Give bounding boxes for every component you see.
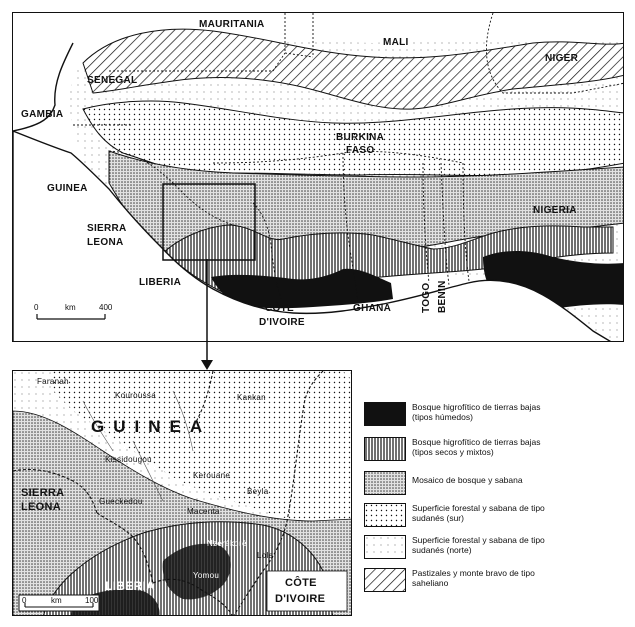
inset-label-divoire: D'IVOIRE (275, 593, 326, 605)
town-kouroussa: Kouroussa (115, 391, 156, 400)
town-nzerekore: Nzérékoré (207, 539, 247, 548)
inset-scale-end: 100 (85, 596, 99, 605)
label-gambia: GAMBIA (21, 109, 64, 120)
legend-label: Superficie forestal y sabana de tipo (412, 535, 545, 545)
legend-item (364, 535, 632, 559)
label-ghana: GHANA (353, 303, 392, 314)
label-benin: BENIN (437, 280, 448, 313)
inset-label-leona: LEONA (21, 501, 61, 513)
legend-label: (tipos secos y mixtos) (412, 447, 494, 457)
legend-label: Bosque higrofítico de tierras bajas (412, 437, 541, 447)
label-liberia: LIBERIA (139, 277, 182, 288)
legend-swatch-fine (364, 535, 406, 559)
inset-label-liberia: LIBERIA (105, 579, 156, 593)
label-cote: CÔTE (265, 303, 294, 314)
legend-item (364, 402, 632, 426)
label-nigeria: NIGERIA (533, 205, 577, 216)
legend-label: sudanés (sur) (412, 513, 464, 523)
label-leona: LEONA (87, 237, 124, 248)
inset-label-cote: CÔTE (285, 577, 317, 589)
town-lola: Lola (257, 551, 274, 560)
main-map (12, 12, 624, 342)
label-sierra: SIERRA (87, 223, 127, 234)
inset-label-guinea: GUINEA (91, 417, 212, 436)
main-scale-start: 0 (34, 303, 39, 312)
town-yomou: Yomou (193, 571, 220, 580)
main-scale-end: 400 (99, 303, 113, 312)
legend-label: Bosque higrofítico de tierras bajas (412, 402, 541, 412)
inset-scale-unit: km (51, 596, 62, 605)
main-scale-unit: km (65, 303, 76, 312)
legend-item (364, 503, 632, 527)
label-senegal: SENEGAL (87, 75, 138, 86)
legend-label: Mosaico de bosque y sabana (412, 475, 523, 485)
town-macenta: Macenta (187, 507, 220, 516)
label-guinea: GUINEA (47, 183, 88, 194)
legend-label: sudanés (norte) (412, 545, 472, 555)
label-faso: FASO (346, 145, 375, 156)
label-togo: TOGO (421, 282, 432, 313)
label-burkina: BURKINA (336, 132, 385, 143)
legend-item (364, 568, 632, 592)
legend-swatch-hatch (364, 568, 406, 592)
legend-swatch-solid (364, 402, 406, 426)
inset-scale-start: 0 (22, 596, 27, 605)
town-faranah: Faranah (37, 377, 69, 386)
town-gueckedou: Gueckedou (99, 497, 143, 506)
legend-swatch-vertical (364, 437, 406, 461)
town-beyla: Beyla (247, 487, 269, 496)
inset-map (12, 370, 352, 616)
label-divoire: D'IVOIRE (259, 317, 305, 328)
inset-label-sierra: SIERRA (21, 487, 65, 499)
legend-swatch-dense (364, 471, 406, 495)
main-map-drawing (13, 13, 624, 342)
label-mauritania: MAURITANIA (199, 19, 265, 30)
legend-label: saheliano (412, 578, 449, 588)
legend-label: Superficie forestal y sabana de tipo (412, 503, 545, 513)
legend-swatch-sparse (364, 503, 406, 527)
town-kankan: Kankan (237, 393, 266, 402)
legend-item (364, 471, 632, 495)
label-niger: NIGER (545, 53, 579, 64)
legend-label: (tipos húmedos) (412, 412, 473, 422)
town-kerouane: Kerouane (193, 471, 231, 480)
legend-label: Pastizales y monte bravo de tipo (412, 568, 535, 578)
label-mali: MALI (383, 37, 409, 48)
town-kissidougou: Kissidougou (105, 455, 152, 464)
legend-item (364, 437, 632, 461)
